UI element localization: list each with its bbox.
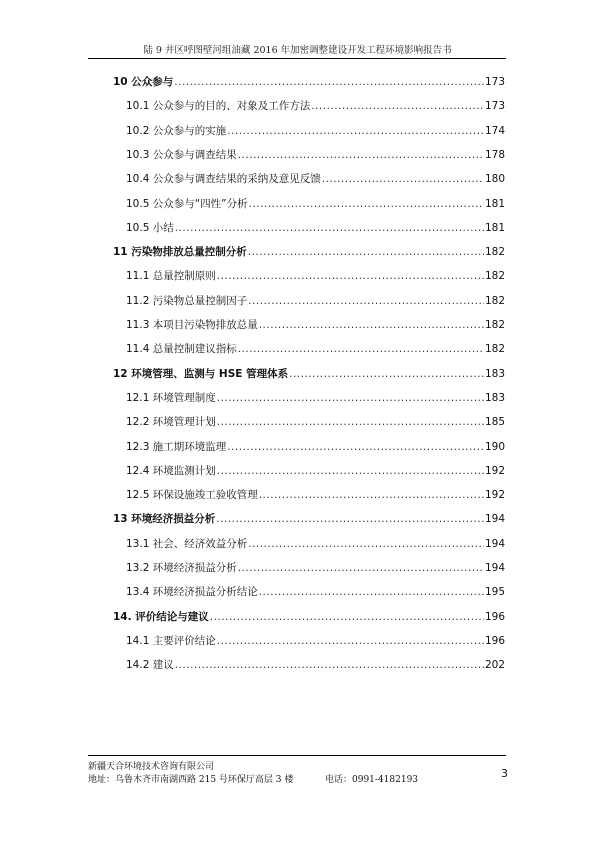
toc-dot-leader bbox=[259, 319, 484, 331]
toc-section-entry[interactable] bbox=[126, 196, 505, 211]
toc-dot-leader bbox=[238, 149, 484, 161]
toc-dot-leader bbox=[238, 343, 484, 355]
toc-entry-page: 182 bbox=[484, 270, 505, 283]
toc-entry-label: 13 环境经济损益分析 bbox=[113, 513, 216, 526]
toc-entry-page: 182 bbox=[484, 343, 505, 356]
toc-entry-label: 11 污染物排放总量控制分析 bbox=[113, 246, 247, 259]
toc-chapter-entry[interactable] bbox=[113, 609, 505, 624]
toc-chapter-entry[interactable] bbox=[113, 366, 505, 381]
toc-entry-label: 10 公众参与 bbox=[113, 76, 174, 88]
header-divider bbox=[88, 58, 506, 59]
toc-entry-label: 10.5 公众参与“四性”分析 bbox=[126, 197, 248, 210]
toc-dot-leader bbox=[311, 100, 484, 112]
toc-chapter-entry[interactable] bbox=[113, 74, 505, 89]
toc-entry-label: 10.1 公众参与的目的、对象及工作方法 bbox=[126, 100, 311, 113]
toc-entry-page: 185 bbox=[484, 416, 505, 429]
toc-entry-label: 14.1 主要评价结论 bbox=[126, 634, 216, 647]
toc-entry-label: 12.3 施工期环境监理 bbox=[126, 440, 227, 453]
toc-entry-label: 10.3 公众参与调查结果 bbox=[126, 148, 237, 161]
toc-dot-leader bbox=[227, 441, 484, 453]
toc-entry-page: 192 bbox=[484, 489, 505, 502]
toc-section-entry[interactable] bbox=[126, 317, 505, 332]
toc-entry-label: 13.4 环境经济损益分析结论 bbox=[126, 586, 258, 599]
toc-dot-leader bbox=[259, 489, 484, 501]
toc-entry-label: 13.2 环境经济损益分析 bbox=[126, 562, 237, 574]
toc-entry-page: 183 bbox=[484, 367, 505, 380]
toc-entry-page: 181 bbox=[484, 221, 505, 234]
toc-section-entry[interactable] bbox=[126, 98, 505, 113]
toc-entry-page: 173 bbox=[484, 76, 505, 88]
toc-entry-label: 14.2 建议 bbox=[126, 659, 174, 672]
toc-section-entry[interactable] bbox=[126, 560, 505, 575]
toc-dot-leader bbox=[210, 611, 484, 623]
toc-section-entry[interactable] bbox=[126, 414, 505, 429]
toc-dot-leader bbox=[249, 198, 484, 210]
toc-section-entry[interactable] bbox=[126, 657, 505, 672]
toc-section-entry[interactable] bbox=[126, 536, 505, 551]
toc-entry-page: 178 bbox=[484, 148, 505, 161]
toc-dot-leader bbox=[322, 173, 484, 185]
toc-entry-label: 12.4 环境监测计划 bbox=[126, 464, 216, 477]
footer-phone: 电话：0991-4182193 bbox=[325, 775, 419, 785]
toc-entry-page: 182 bbox=[484, 294, 505, 307]
toc-section-entry[interactable] bbox=[126, 268, 505, 283]
footer-divider bbox=[88, 755, 506, 756]
toc-section-entry[interactable] bbox=[126, 487, 505, 502]
toc-entry-label: 10.2 公众参与的实施 bbox=[126, 124, 227, 137]
toc-entry-label: 14. 评价结论与建议 bbox=[113, 610, 209, 623]
toc-entry-page: 192 bbox=[484, 464, 505, 477]
toc-entry-page: 194 bbox=[484, 513, 505, 526]
toc-entry-label: 11.4 总量控制建议指标 bbox=[126, 343, 237, 356]
toc-entry-page: 194 bbox=[484, 537, 505, 550]
toc-entry-page: 174 bbox=[484, 124, 505, 137]
toc-entry-page: 182 bbox=[484, 319, 505, 331]
document-title: 陆 9 井区呼图壁河组油藏 2016 年加密调整建设开发工程环境影响报告书 bbox=[143, 45, 452, 56]
toc-section-entry[interactable] bbox=[126, 584, 505, 599]
toc-dot-leader bbox=[248, 538, 484, 550]
toc-entry-label: 12.1 环境管理制度 bbox=[126, 391, 216, 404]
toc-entry-page: 202 bbox=[484, 659, 505, 672]
page-number: 3 bbox=[501, 767, 508, 780]
toc-entry-label: 10.5 小结 bbox=[126, 221, 174, 234]
toc-entry-label: 12.2 环境管理计划 bbox=[126, 416, 216, 429]
toc-dot-leader bbox=[217, 392, 484, 404]
toc-dot-leader bbox=[217, 635, 484, 647]
toc-entry-page: 194 bbox=[484, 562, 505, 574]
toc-entry-page: 173 bbox=[484, 100, 505, 113]
toc-section-entry[interactable] bbox=[126, 123, 505, 138]
toc-entry-label: 11.1 总量控制原则 bbox=[126, 270, 216, 283]
footer-address: 地址：乌鲁木齐市南湖西路 215 号环保厅高层 3 楼 bbox=[88, 775, 294, 785]
toc-section-entry[interactable] bbox=[126, 633, 505, 648]
toc-entry-page: 182 bbox=[484, 246, 505, 259]
toc-chapter-entry[interactable] bbox=[113, 244, 505, 259]
toc-chapter-entry[interactable] bbox=[113, 511, 505, 526]
toc-dot-leader bbox=[227, 125, 484, 137]
toc-section-entry[interactable] bbox=[126, 463, 505, 478]
toc-section-entry[interactable] bbox=[126, 439, 505, 454]
toc-dot-leader bbox=[238, 562, 484, 574]
toc-dot-leader bbox=[289, 368, 484, 380]
toc-dot-leader bbox=[248, 295, 484, 307]
toc-dot-leader bbox=[175, 222, 484, 234]
toc-dot-leader bbox=[175, 659, 484, 671]
toc-entry-label: 12 环境管理、监测与 HSE 管理体系 bbox=[113, 367, 289, 380]
toc-entry-label: 11.3 本项目污染物排放总量 bbox=[126, 319, 258, 331]
toc-entry-label: 13.1 社会、经济效益分析 bbox=[126, 537, 248, 550]
toc-section-entry[interactable] bbox=[126, 220, 505, 235]
toc-entry-page: 181 bbox=[484, 197, 505, 210]
toc-dot-leader bbox=[216, 513, 484, 525]
toc-entry-label: 12.5 环保设施竣工验收管理 bbox=[126, 489, 258, 502]
toc-section-entry[interactable] bbox=[126, 390, 505, 405]
toc-dot-leader bbox=[174, 76, 484, 88]
toc-dot-leader bbox=[217, 416, 484, 428]
toc-entry-page: 183 bbox=[484, 391, 505, 404]
toc-entry-label: 10.4 公众参与调查结果的采纳及意见反馈 bbox=[126, 173, 321, 186]
toc-entry-label: 11.2 污染物总量控制因子 bbox=[126, 294, 248, 307]
toc-section-entry[interactable] bbox=[126, 147, 505, 162]
toc-section-entry[interactable] bbox=[126, 341, 505, 356]
toc-dot-leader bbox=[217, 270, 484, 282]
toc-entry-page: 195 bbox=[484, 586, 505, 599]
footer-company: 新疆天合环境技术咨询有限公司 bbox=[88, 762, 215, 772]
toc-entry-page: 196 bbox=[484, 634, 505, 647]
toc-section-entry[interactable] bbox=[126, 171, 505, 186]
toc-entry-page: 180 bbox=[484, 173, 505, 186]
toc-dot-leader bbox=[248, 246, 484, 258]
toc-dot-leader bbox=[259, 586, 484, 598]
toc-section-entry[interactable] bbox=[126, 293, 505, 308]
toc-entry-page: 196 bbox=[484, 610, 505, 623]
toc-entry-page: 190 bbox=[484, 440, 505, 453]
toc-dot-leader bbox=[217, 465, 484, 477]
